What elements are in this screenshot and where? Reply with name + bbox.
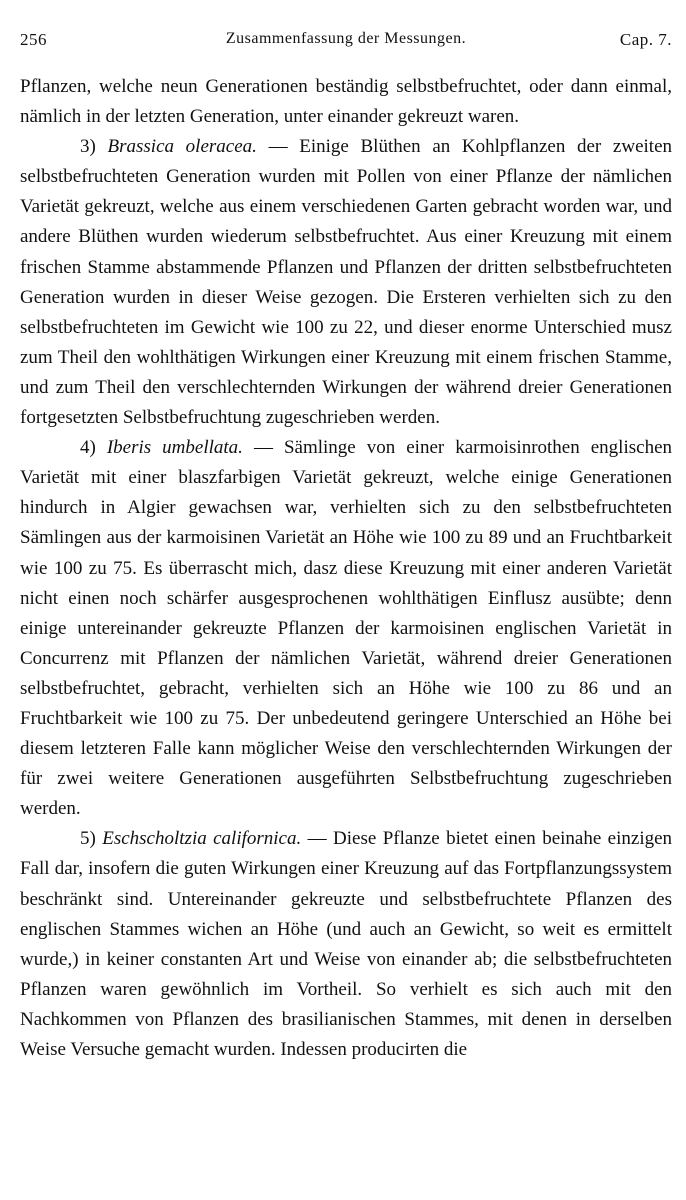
paragraph-text: — Diese Pflanze bietet einen beinahe einzigen Fall dar, insofern die guten Wirkungen einer Kreuzung auf das Fortpflanzungssystem beschränkt sind. Untereinander gekreuzte und selbstbefruchtete Pflanzen des englischen Stammes wichen an Höhe (und auch an Gewicht, so weit es ermittelt wurde,) in keiner constanten Art und Weise von einander ab; die selbstbefruchteten Pflanzen waren gewöhnlich im Vortheil. So verhielt es sich auch mit den Nachkommen von Pflanzen des brasilianischen Stammes, mit denen in derselben Weise Versuche gemacht wurden. Indessen producirten die [20, 828, 673, 1060]
page-number: 256 [20, 30, 47, 49]
paragraph-eschscholtzia [20, 824, 672, 1065]
paragraph-brassica [20, 132, 672, 433]
paragraph-iberis [20, 433, 672, 824]
paragraph-number: 5) [80, 828, 96, 850]
paragraph-text: — Einige Blüthen an Kohlpflanzen der zweiten selbstbefruchteten Generation wurden mit Pollen von einer Pflanze der nämlichen Varietät gekreuzt, welche aus einem verschiedenen Garten gebracht worden war, und andere Blüthen wurden wiederum selbstbefruchtet. Aus einer Kreuzung mit einem frischen Stamme abstammende Pflanzen und Pflanzen der dritten selbstbefruchteten Generation wurden in dieser Weise gezogen. Die Ersteren verhielten sich zu den selbstbefruchteten im Gewicht wie 100 zu 22, und dieser enorme Unterschied musz zum Theil den wohlthätigen Wirkungen einer Kreuzung mit einem frischen Stamme, und zum Theil den verschlechternden Wirkungen der während dreier Generationen fortgesetzten Selbstbefruchtung zugeschrieben werden. [20, 136, 672, 429]
running-head-title: Zusammenfassung der Messungen. [225, 30, 467, 47]
species-name: Iberis umbellata. [106, 437, 243, 459]
paragraph-number: 4) [80, 437, 96, 459]
species-name: Brassica oleracea. [107, 136, 257, 158]
book-page [20, 30, 672, 1065]
paragraph-text: — Sämlinge von einer karmoisinrothen englischen Varietät mit einer blaszfarbigen Varietät gekreuzt, welche einige Generationen hindurch in Algier gewachsen war, verhielten sich zu den selbstbefruchteten Sämlingen aus der karmoisinen Varietät an Höhe wie 100 zu 89 und an Fruchtbarkeit wie 100 zu 75. Es überrascht mich, dasz diese Kreuzung mit einer anderen Varietät nicht einen noch schärfer ausgesprochenen wohlthätigen Einflusz ausübte; denn einige untereinander gekreuzte Pflanzen der karmoisinen englischen Varietät in Concurrenz mit Pflanzen der nämlichen Varietät, während dreier Generationen selbstbefruchtet, gebracht, verhielten sich an Höhe wie 100 zu 86 und an Fruchtbarkeit wie 100 zu 75. Der unbedeutend geringere Unterschied an Höhe bei diesem letzteren Falle kann möglicher Weise den verschlechternden Wirkungen der für zwei weitere Generationen ausgeführten Selbstbefruchtung zugeschrieben werden. [20, 437, 672, 820]
paragraph-number: 3) [80, 136, 96, 158]
body-text [20, 72, 672, 1065]
running-head [20, 30, 672, 60]
chapter-label: Cap. 7. [619, 30, 672, 49]
paragraph-continuation [20, 72, 672, 132]
paragraph-text: Pflanzen, welche neun Generationen beständig selbstbefruchtet, oder dann einmal, nämlich in der letzten Generation, unter einander gekreuzt waren. [20, 76, 672, 128]
species-name: Eschscholtzia californica. [102, 828, 302, 850]
